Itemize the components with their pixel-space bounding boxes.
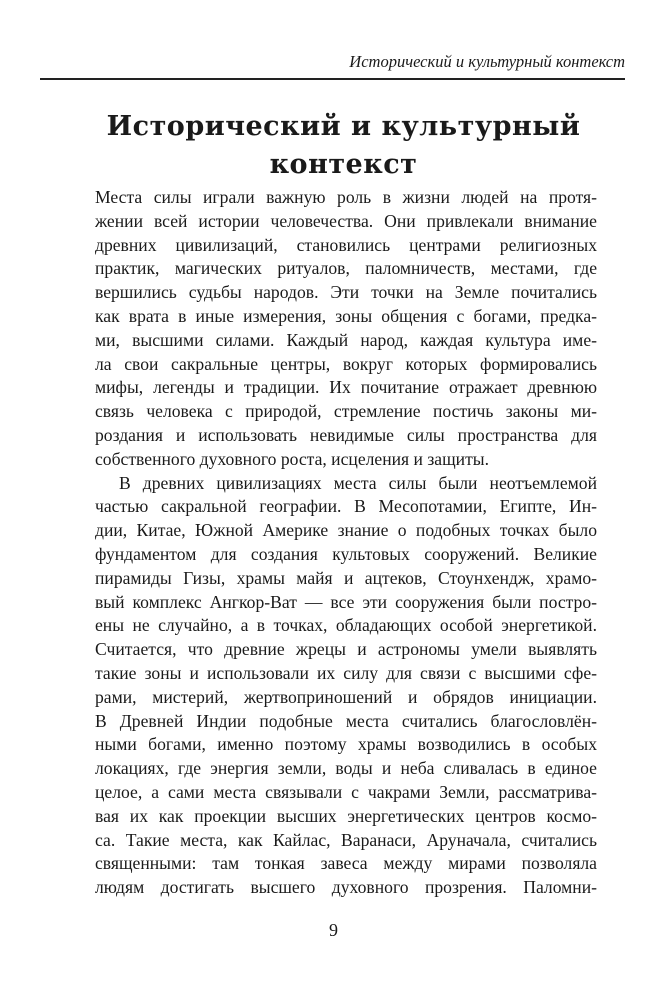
text-line: ными богами, именно поэтому храмы возводились в особых [95, 734, 597, 755]
running-header-title: Исторический и культурный контекст [349, 52, 625, 71]
text-line: священными: там тонкая завеса между мирами позволяла [95, 853, 597, 874]
text-line: вая их как проекции высших энергетических центров космо- [95, 805, 597, 826]
text-line: Места силы играли важную роль в жизни людей на протя- [95, 187, 597, 207]
text-line: дии, Китае, Южной Америке знание о подобных точках было [95, 520, 597, 541]
chapter-title-line: контекст [269, 149, 418, 180]
text-line: ены не случайно, а в точках, обладающих особой энергетикой. [95, 615, 597, 636]
text-line: мифы, легенды и традиции. Их почитание отражает древнюю [95, 377, 597, 398]
chapter-title [60, 108, 627, 184]
paragraph-1 [95, 186, 597, 472]
text-line: такие зоны и использовали их силу для связи с высшими сфе- [95, 662, 597, 683]
text-line: древних цивилизаций, становились центрами религиозных [95, 234, 597, 255]
text-line: рами, мистерий, жертвоприношений и обрядов инициации. [95, 686, 597, 707]
page-number: 9 [329, 920, 338, 940]
text-line: ми, высшими силами. Каждый народ, каждая культура име- [95, 329, 597, 350]
running-header [40, 52, 625, 80]
body-text [95, 186, 597, 900]
text-line: В древних цивилизациях места силы были неотъемлемой [119, 472, 597, 493]
text-line: ла свои сакральные центры, вокруг которых формировались [95, 353, 597, 374]
text-line: людям достигать высшего духовного прозрения. Паломни- [95, 877, 597, 898]
paragraph-2 [95, 472, 597, 900]
text-line: са. Такие места, как Кайлас, Варанаси, Аруначала, считались [95, 829, 597, 850]
chapter-title-line: Исторический и культурный [106, 111, 581, 142]
text-line: как врата в иные измерения, зоны общения с богами, предка- [95, 305, 597, 326]
text-line: локациях, где энергия земли, воды и неба сливалась в единое [95, 758, 597, 779]
text-line: жении всей истории человечества. Они привлекали внимание [95, 210, 597, 231]
text-line: пирамиды Гизы, храмы майя и ацтеков, Стоунхендж, храмо- [95, 567, 597, 588]
text-line: вершились судьбы народов. Эти точки на Земле почитались [95, 282, 597, 303]
text-line: связь человека с природой, стремление постичь законы ми- [95, 401, 597, 422]
text-line: частью сакральной географии. В Месопотамии, Египте, Ин- [95, 496, 597, 517]
text-line: собственного духовного роста, исцеления и защиты. [95, 448, 489, 469]
text-line: Считается, что древние жрецы и астрономы умели выявлять [95, 639, 597, 660]
text-line: целое, а сами места связывали с чакрами Земли, рассматрива- [95, 781, 597, 802]
text-line: роздания и использовать невидимые силы пространства для [95, 424, 597, 445]
text-line: вый комплекс Ангкор-Ват — все эти сооружения были постро- [95, 591, 597, 612]
text-line: В Древней Индии подобные места считались благословлён- [95, 710, 597, 731]
text-line: фундаментом для создания культовых сооружений. Великие [95, 543, 597, 564]
text-line: практик, магических ритуалов, паломничеств, местами, где [95, 258, 597, 279]
